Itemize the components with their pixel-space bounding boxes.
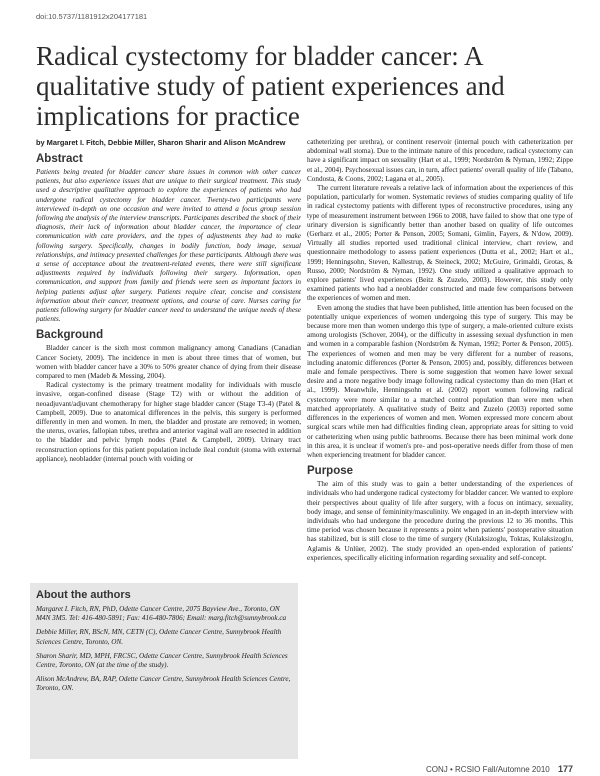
about-heading: About the authors (36, 589, 131, 601)
journal-name: CONJ • RCSIO (425, 765, 481, 774)
abstract-heading: Abstract (36, 153, 83, 165)
article-title: Radical cystectomy for bladder cancer: A qualitative study of patient experiences and implications for practice (36, 41, 505, 131)
purpose-heading: Purpose (307, 465, 354, 478)
page-footer (426, 764, 573, 774)
author-bio-sharir: Sharon Sharir, MD, MPH, FRCSC, Odette Cancer Centre, Sunnybrook Health Sciences Centre, Toronto, ON (at the time of the study). (36, 651, 288, 670)
author-bio-mcandrew: Alison McAndrew, BA, RAP, Odette Cancer Centre, Sunnybrook Health Sciences Centre, Toronto, ON. (36, 675, 291, 693)
background-paragraph-2: Radical cystectomy is the primary treatment modality for individuals with muscle invasive, organ-confined disease (Stage T2) with or without the addition of neoadjuvant/adjuvant chemotherapy for higher stage bladder cancer (Stage T3-4) (Patel & Campbell, 2009). Due to anatomical differences in the pelvis, this surgery is performed differently in men and women. In men, the bladder and prostate are removed; in women, the uterus, ovaries, fallopian tubes, urethra and anterior vaginal wall are resected in addition to the bladder and pelvic lymph nodes (Patel & Campbell, 2009). Urinary tract reconstruction options for this patient population include ileal conduit (stoma with external appliance), neobladder (internal pouch with voiding or (36, 381, 301, 463)
issue-label: Fall/Automne 2010 (482, 765, 550, 774)
background-paragraph-1: Bladder cancer is the sixth most common malignancy among Canadians (Canadian Cancer Society, 2009). The incidence in men is about three times that of women, but women with bladder cancer have a 30% to 50% greater chance of dying from their disease compared to men (Madeb & Messing, 2004). (36, 344, 301, 381)
author-bio-miller: Debbie Miller, RN, BScN, MN, CETN (C), Odette Cancer Centre, Sunnybrook Health Sciences Centre, Toronto, ON. (36, 628, 282, 646)
background-heading: Background (36, 329, 104, 342)
purpose-paragraph: The aim of this study was to gain a better understanding of the experiences of individuals who had undergone radical cystectomy for bladder cancer. We wanted to explore their perspectives about quality of life after surgery, with a focus on intimacy, sexuality, body image, and sense of femininity/masculinity. We engaged in an in-depth interview with individuals who had undergone the procedure during the previous 12 to 36 months. This time period was chosen because it represents a point when patients' postoperative situation has stabilized, but is still close to the time of surgery (Kulaksizoglu, Toktas, Kulaksizoglu, Aglamis & Unlüer, 2002). The study provided an open-ended exploration of patients' experiences, specifically eliciting information regarding sexuality and self-concept. (307, 480, 573, 562)
left-column (36, 138, 301, 464)
right-paragraph-1: catheterizing per urethra), or continent reservoir (internal pouch with catheterization per abdominal wall stoma). Due to the intimate nature of this procedure, radical cystectomy can have a significant impact on sexuality (Hart et al., 1999; Nordström & Nyman, 1992; Zippe et al., 2004). Psychosexual issues can, in turn, affect patients' overall quality of life (Tabano, Condosta, & Coons, 2002; Lagana et al., 2005). (307, 138, 573, 183)
author-bio-fitch: Margaret I. Fitch, RN, PhD, Odette Cancer Centre, 2075 Bayview Ave., Toronto, ON M4N 3M5. Tel: 416-480-5891; Fax: 416-480-7806; Email: marg.fitch@sunnybrook.ca (36, 605, 287, 623)
right-column (307, 138, 573, 563)
doi-line: doi:10.5737/1181912x204177181 (36, 12, 148, 21)
right-paragraph-2: The current literature reveals a relative lack of information about the experiences of this population, particularly for women. Systematic reviews of studies comparing quality of life in radical cystectomy patients with different types of reconstructive procedures, using any type of measurement instrument between 1966 to 2008, have failed to show that one type of urinary diversion is significantly better than another based on quality of life outcomes (Gerharz et al., 2005; Porter & Penson, 2005; Somani, Gimlin, Fayers, & N'dow, 2009). Virtually all studies reported used traditional clinical interview, chart review, and questionnaire methodology to assess patient experiences (Dutta et al., 2002; Hart et al., 1999; Henningsohn, Steven, Kallestrup, & Steineck, 2002; McGuire, Grimaldi, Grotas, & Russo, 2000; Nordström & Nyman, 1992). One study utilized a qualitative approach to explore patients' lived experiences (Beitz & Zuzelo, 2003). However, this study only examined patients who had a neobladder constructed and made few comparisons between the experiences of women and men. (307, 184, 573, 303)
right-paragraph-3: Even among the studies that have been published, little attention has been focused on the potentially unique experiences of women undergoing this type of surgery. This may be because more men than women undergo this type of surgery, a male-oriented culture exists among urologists (Schover, 2004), or the difficulty in assessing sexual dysfunction in men and women in a comparable fashion (Nordström & Nyman, 1992; Porter & Penson, 2005). The experiences of women and men may be very different for a number of reasons, including anatomic differences (Porter & Penson, 2005) and, possibly, differences between male and female perspectives. There is some suggestion that women have lower sexual desire and a more negative body image following radical cystectomy than do men (Hart et al., 1999). Meanwhile, Henningsohn et al. (2002) report women following radical cystectomy were more similar to a matched control population than were men when matched appropriately. A qualitative study of Beitz and Zuzelo (2003) reported some differences in the experiences of women and men. Women expressed more concern about surgical scars while men had difficulties finding clean, appropriate areas for sitting to void or catheterizing when using public bathrooms. Because there has been minimal work done in this area, it is unclear if women's pre- and post-operative needs differ from those of men when experiencing treatment for bladder cancer. (307, 303, 573, 459)
abstract-text: Patients being treated for bladder cancer share issues in common with other cancer patients, but also experience issues that are unique to their surgical treatment. This study used a descriptive qualitative approach to explore the experiences of patients who had undergone radical cystectomy for bladder cancer. Twenty-two participants were interviewed in-depth on one occasion and were invited to attend a focus group session following the analysis of the interview transcripts. Participants described the shock of their diagnosis, their lack of information about bladder cancer, the importance of clear communication with care providers, and the types of adjustments they had to make following surgery. Specifically, changes in bodily function, body image, sexual relationships, and intimacy presented challenges for these participants. Although there was a sense of acceptance about the treatment-related events, there were still significant adjustments required by individuals following their surgery. Information, open communication, and support from family and friends were seen as important factors in helping patients adjust after surgery. Patients require clear, concise and consistent information about their cancer, treatment options, and course of care. Nurses caring for patients following surgery for bladder cancer need to understand the unique needs of these patients. (36, 168, 301, 324)
page-number: 177 (557, 764, 573, 774)
author-byline: by Margaret I. Fitch, Debbie Miller, Sharon Sharir and Alison McAndrew (36, 138, 286, 147)
about-the-authors-box (30, 583, 298, 759)
